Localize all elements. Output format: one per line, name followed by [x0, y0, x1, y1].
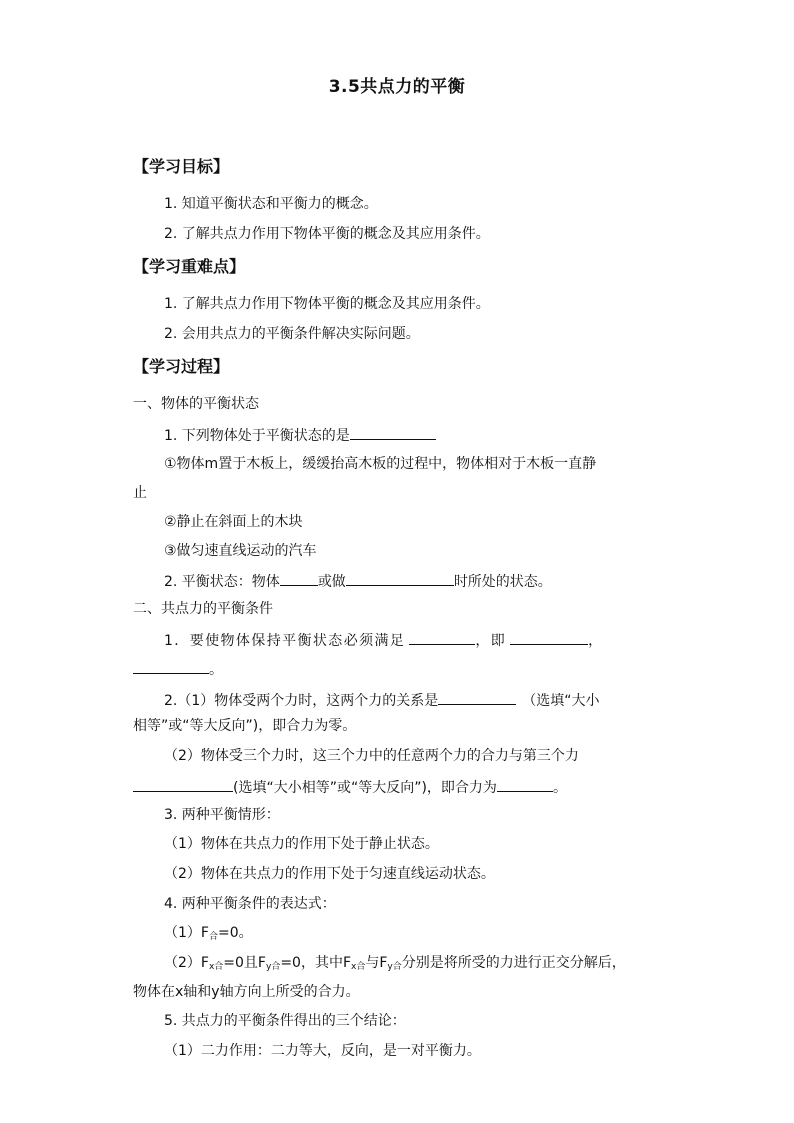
subscript: y合 — [387, 962, 402, 972]
p2-q1-text-a: 1．要使物体保持平衡状态必须满足 — [164, 633, 406, 649]
p2-q3-item-2: （2）物体在共点力的作用下处于匀速直线运动状态。 — [164, 866, 495, 882]
p2-q2-text-e: (选填“大小相等”或“等大反向”)，即合力为 — [233, 780, 497, 796]
p2-q3-item-1: （1）物体在共点力的作用下处于静止状态。 — [164, 836, 439, 852]
p2-q2-line3: （2）物体受三个力时，这三个力中的任意两个力的合力与第三个力 — [164, 748, 579, 764]
answer-blank[interactable] — [133, 776, 233, 792]
heading-goals: 【学习目标】 — [133, 157, 230, 176]
p2-q4-formula-1 — [164, 923, 253, 947]
p2-q5-item-1: （1）二力作用：二力等大，反向，是一对平衡力。 — [164, 1043, 481, 1059]
p2-question-1 — [164, 629, 602, 651]
question-1 — [164, 424, 436, 446]
formula-text: =0且F — [223, 955, 266, 971]
p2-q2-text-f: 。 — [552, 780, 567, 796]
key-point-item-2: 2. 会用共点力的平衡条件解决实际问题。 — [164, 326, 420, 342]
p2-question-1-cont — [133, 658, 223, 680]
formula-text: （1）F — [164, 925, 209, 941]
subscript: x合 — [351, 962, 366, 972]
answer-blank[interactable] — [350, 424, 436, 440]
p2-question-5: 5. 共点力的平衡条件得出的三个结论： — [164, 1013, 406, 1029]
p2-q1-text-c: ， — [588, 633, 603, 649]
p2-q1-text-d: 。 — [209, 662, 223, 678]
q2-text-a: 2. 平衡状态：物体 — [164, 574, 280, 590]
p2-question-2 — [164, 689, 600, 711]
formula-text: （2）F — [164, 955, 209, 971]
subscript: x合 — [208, 962, 224, 972]
formula-text: =0。 — [217, 925, 253, 941]
subscript: y合 — [266, 962, 281, 972]
part2-title: 二、共点力的平衡条件 — [133, 601, 273, 617]
p2-q2-text-a: 2.（1）物体受两个力时，这两个力的关系是 — [164, 693, 439, 709]
p2-q2-line4 — [133, 776, 567, 798]
answer-blank[interactable] — [510, 629, 588, 645]
heading-key-points: 【学习重难点】 — [133, 257, 246, 276]
p2-q4-formula-2-cont: 物体在x轴和y轴方向上所受的合力。 — [133, 984, 360, 1000]
answer-blank[interactable] — [346, 570, 454, 586]
goal-item-1: 1. 知道平衡状态和平衡力的概念。 — [164, 196, 378, 212]
q1-option-1-line2: 止 — [133, 485, 147, 501]
answer-blank[interactable] — [133, 658, 209, 674]
goal-item-2: 2. 了解共点力作用下物体平衡的概念及其应用条件。 — [164, 226, 490, 242]
question-2 — [164, 570, 552, 592]
p2-question-3: 3. 两种平衡情形： — [164, 807, 280, 823]
p2-q4-formula-2 — [164, 953, 626, 977]
p2-q2-line2: 相等”或“等大反向”)，即合力为零。 — [133, 718, 357, 734]
q1-option-3: ③做匀速直线运动的汽车 — [164, 543, 317, 559]
p2-q1-text-b: ，即 — [475, 633, 507, 649]
q1-option-1-line1: ①物体m置于木板上，缓缓抬高木板的过程中，物体相对于木板一直静 — [164, 456, 597, 472]
answer-blank[interactable] — [280, 570, 318, 586]
formula-text: 分别是将所受的力进行正交分解后， — [401, 955, 626, 971]
formula-text: =0，其中F — [280, 955, 352, 971]
formula-text: 与F — [365, 955, 388, 971]
q1-option-2: ②静止在斜面上的木块 — [164, 514, 303, 530]
key-point-item-1: 1. 了解共点力作用下物体平衡的概念及其应用条件。 — [164, 296, 490, 312]
answer-blank[interactable] — [497, 776, 553, 792]
q2-text-c: 时所处的状态。 — [453, 574, 552, 590]
heading-process: 【学习过程】 — [133, 357, 230, 376]
answer-blank[interactable] — [438, 689, 516, 705]
subscript: 合 — [208, 932, 218, 942]
part1-title: 一、物体的平衡状态 — [133, 396, 259, 412]
page-title: 3.5共点力的平衡 — [328, 77, 466, 97]
answer-blank[interactable] — [409, 629, 475, 645]
q2-text-b: 或做 — [317, 574, 346, 590]
p2-question-4: 4. 两种平衡条件的表达式： — [164, 896, 336, 912]
question-1-text: 1. 下列物体处于平衡状态的是 — [164, 428, 350, 444]
p2-q2-text-b: （选填“大小 — [522, 693, 600, 709]
